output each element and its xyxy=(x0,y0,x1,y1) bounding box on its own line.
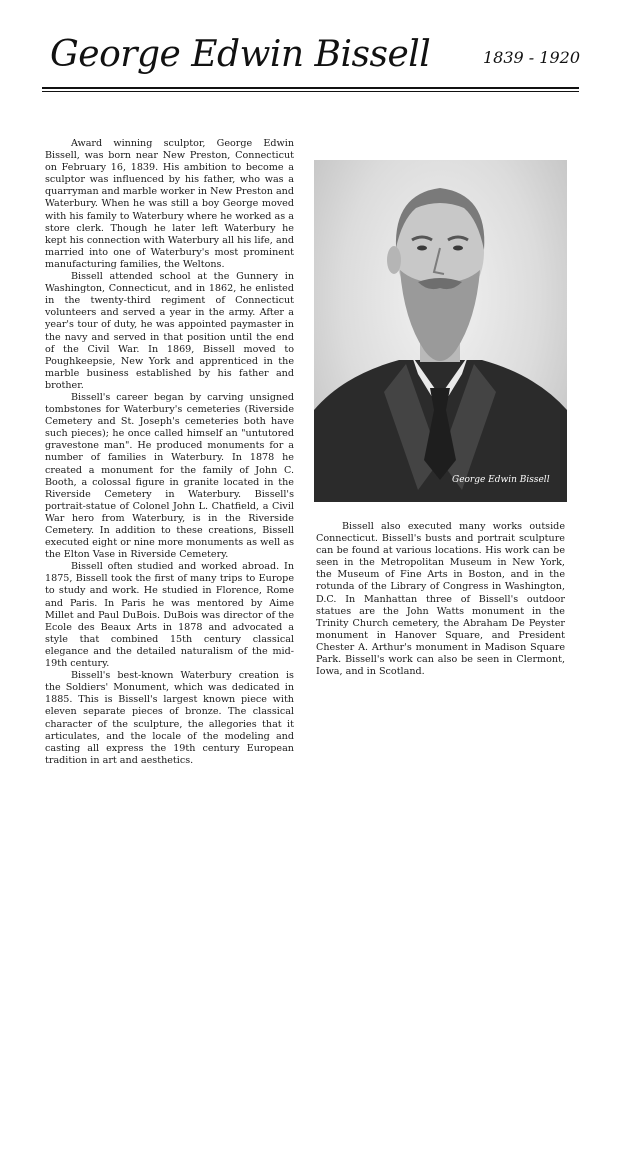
paragraph: Bissell's best-known Waterbury creation is the Soldiers' Monument, which was dedicated in 1885. This is Bissell's largest known piece with eleven separate pieces of bronze. The classical character of the sculpture, the allegories that it articulates, and the locale of the modeling and casting all express the 19th century European tradition in art and aesthetics. xyxy=(45,670,294,766)
header-rule-thin xyxy=(42,91,579,92)
paragraph: Award winning sculptor, George Edwin Bissell, was born near New Preston, Connecticut on February 16, 1839. His ambition to become a sculptor was influenced by his father, who was a quarryman and marble worker in New Preston and Waterbury. When he was still a boy George moved with his family to Waterbury where he worked as a store clerk. Though he later left Waterbury he kept his connection with Waterbury all his life, and married into one of Waterbury's most prominent manufacturing families, the Weltons. xyxy=(45,138,294,270)
page-title: George Edwin Bissell xyxy=(50,34,431,75)
paragraph: Bissell attended school at the Gunnery in Washington, Connecticut, and in 1862, he enlisted in the twenty-third regiment of Connecticut volunteers and served a year in the army. After a year's tour of duty, he was appointed paymaster in the navy and served in that position until the end of the Civil War. In 1869, Bissell moved to Poughkeepsie, New York and apprenticed in the marble business established by his father and brother. xyxy=(45,271,294,391)
paragraph: Bissell often studied and worked abroad. In 1875, Bissell took the first of many trips to Europe to study and work. He studied in Florence, Rome and Paris. In Paris he was mentored by Aime Millet and Paul DuBois. DuBois was director of the Ecole des Beaux Arts in 1878 and advocated a style that combined 15th century classical elegance and the detailed naturalism of the mid-19th century. xyxy=(45,561,294,670)
header-rule-thick xyxy=(42,87,579,89)
portrait-signature: George Edwin Bissell xyxy=(452,475,550,485)
portrait-illustration xyxy=(314,160,567,502)
portrait-image xyxy=(314,160,567,502)
left-column xyxy=(45,138,294,767)
paragraph: Bissell also executed many works outside Connecticut. Bissell's busts and portrait sculpture can be found at various locations. His work can be seen in the Metropolitan Museum in New York, the Museum of Fine Arts in Boston, and in the rotunda of the Library of Congress in Washington, D.C. In Manhattan three of Bissell's outdoor statues are the John Watts monument in the Trinity Church cemetery, the Abraham De Peyster monument in Hanover Square, and President Chester A. Arthur's monument in Madison Square Park. Bissell's work can also be seen in Clermont, Iowa, and in Scotland. xyxy=(316,521,565,678)
life-years: 1839 - 1920 xyxy=(482,48,580,67)
paragraph: Bissell's career began by carving unsigned tombstones for Waterbury's cemeteries (Riverside Cemetery and St. Joseph's cemeteries both have such pieces); he once called himself an "untutored gravestone man". He produced monuments for a number of families in Waterbury. In 1878 he created a monument for the family of John C. Booth, a colossal figure in granite located in the Riverside Cemetery in Waterbury. Bissell's portrait-statue of Colonel John L. Chatfield, a Civil War hero from Waterbury, is in the Riverside Cemetery. In addition to these creations, Bissell executed eight or nine more monuments as well as the Elton Vase in Riverside Cemetery. xyxy=(45,391,294,561)
right-column xyxy=(316,521,565,678)
